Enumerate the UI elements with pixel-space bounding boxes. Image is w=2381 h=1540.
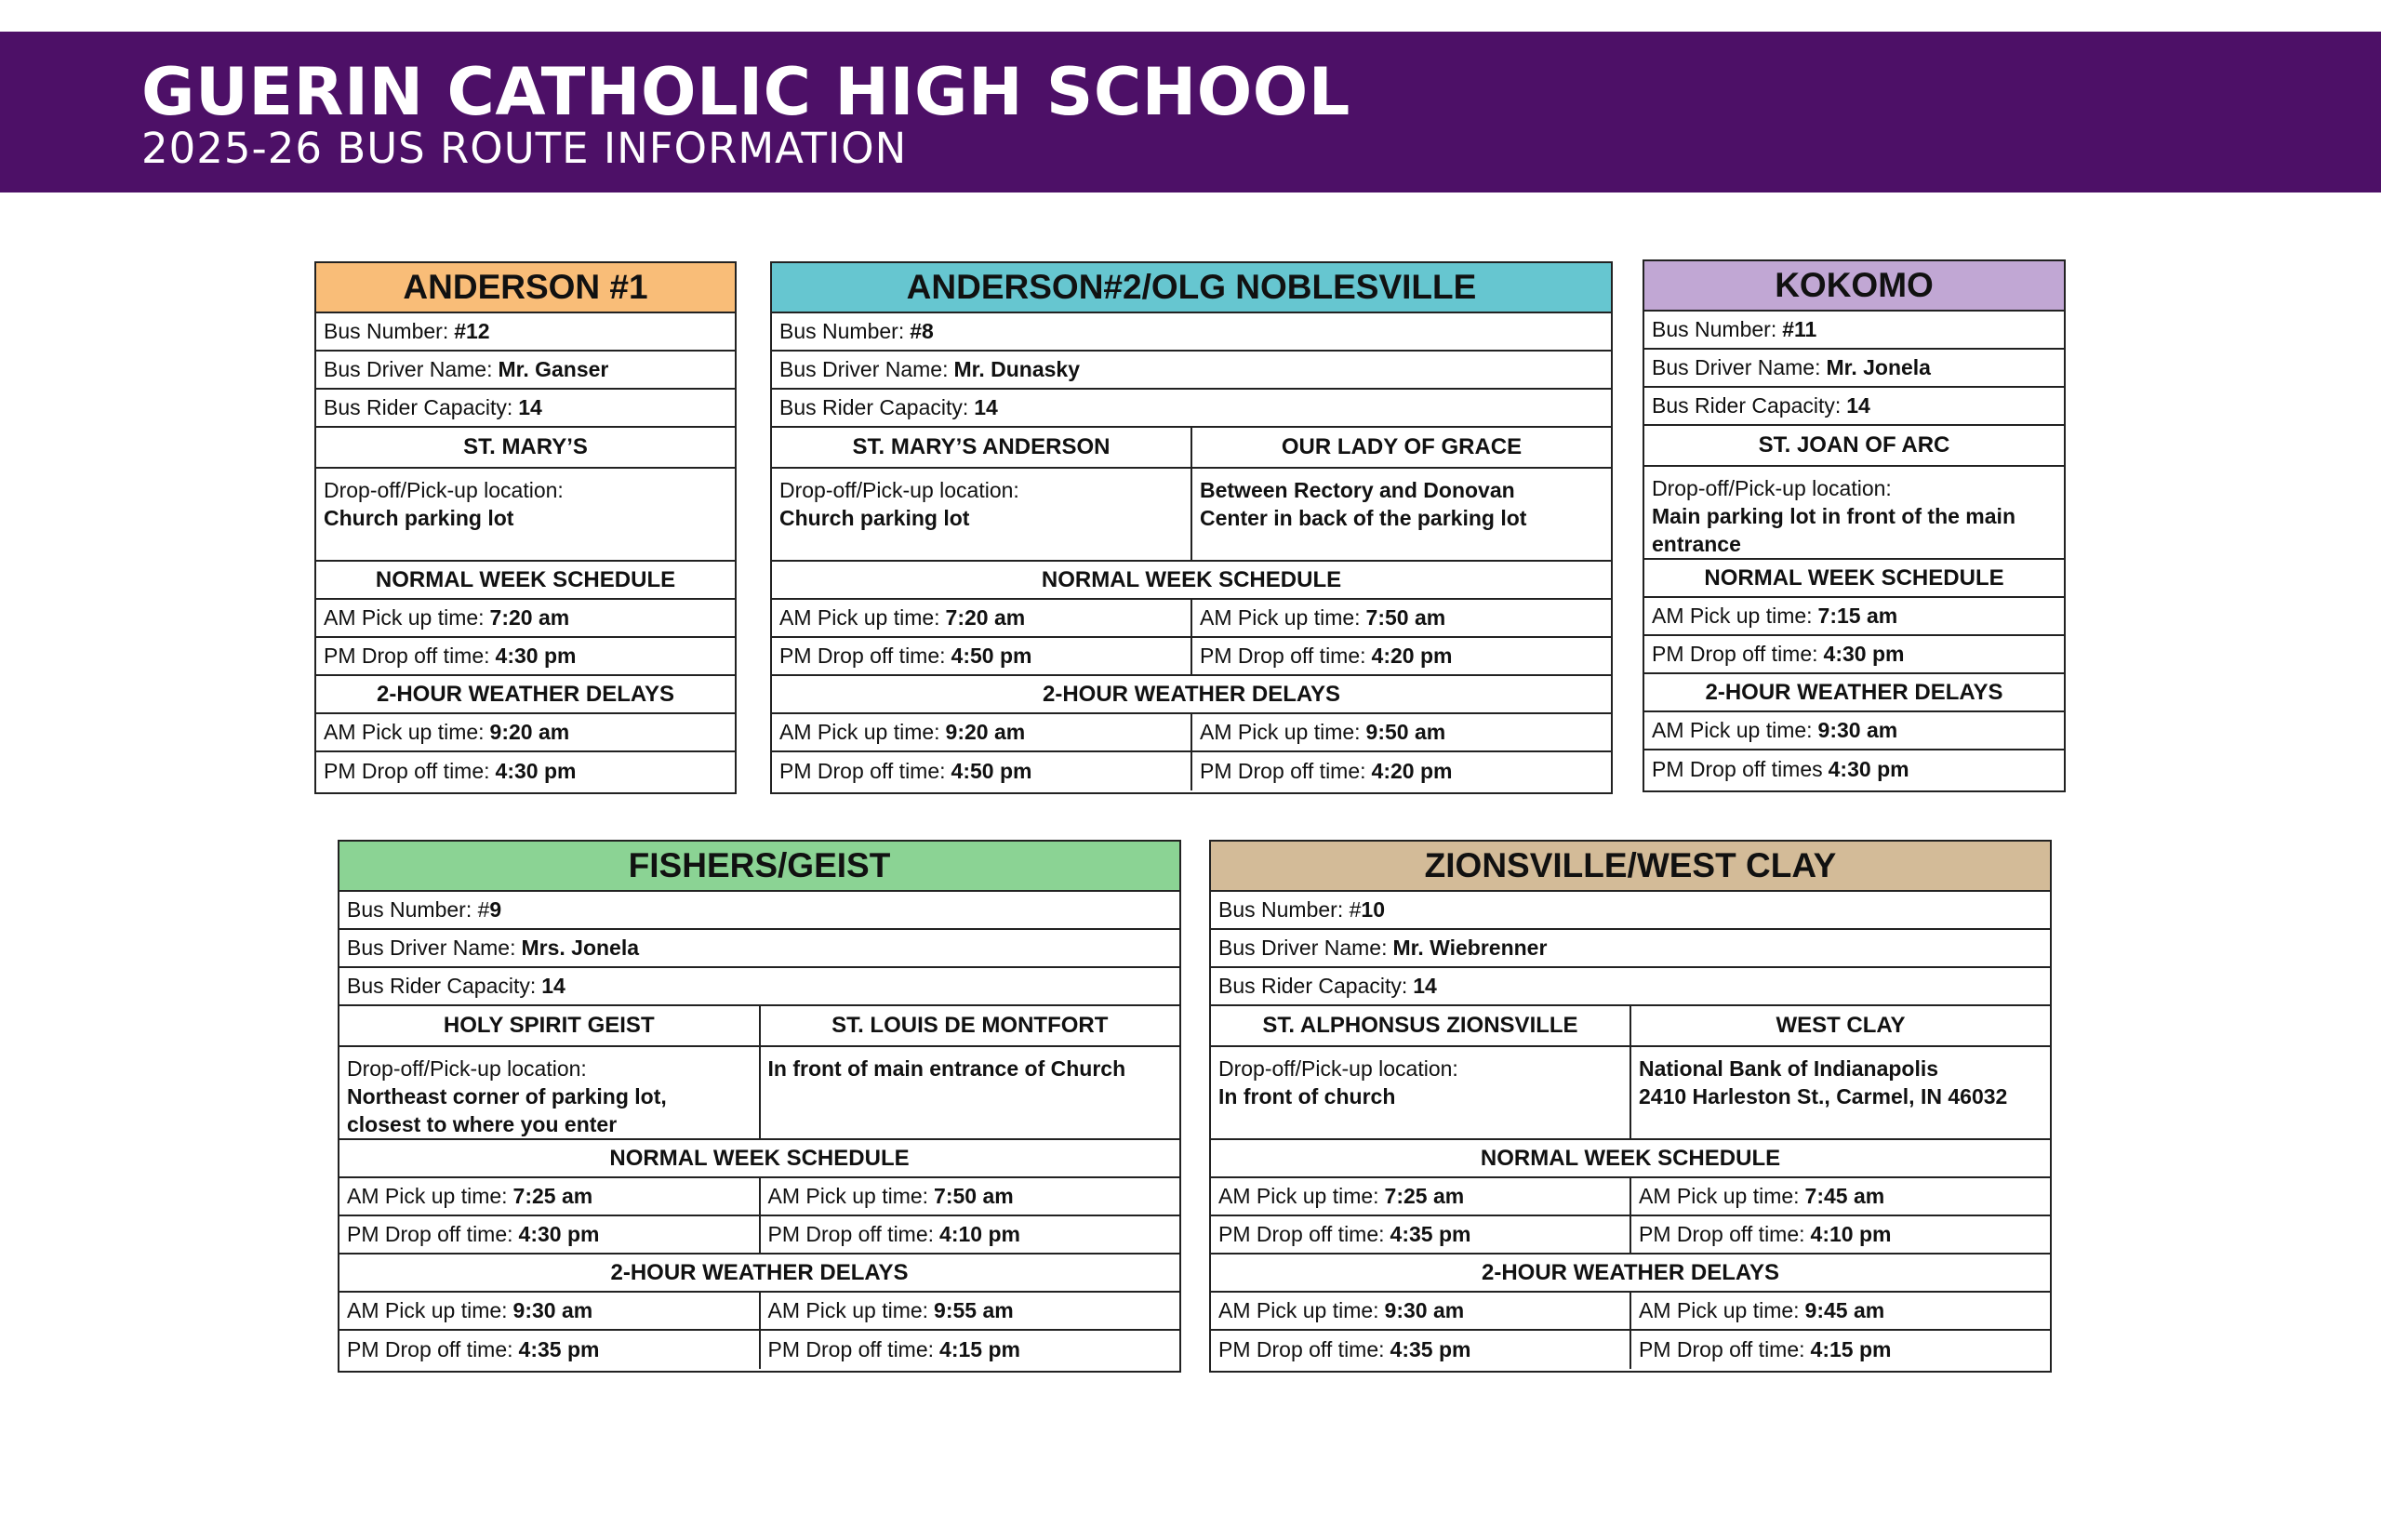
- location-cell: Drop-off/Pick-up location: Northeast corner of parking lot, closest to where you enter: [347, 1056, 667, 1136]
- stop-names-row: [339, 1006, 1179, 1047]
- capacity-row: Bus Rider Capacity: 14: [316, 390, 735, 428]
- normal-am-row: AM Pick up time: 7:20 am AM Pick up time: 7:50 am: [772, 600, 1611, 638]
- location-cell: In front of main entrance of Church: [759, 1047, 1180, 1138]
- delay-schedule-heading: 2-HOUR WEATHER DELAYS: [772, 676, 1611, 714]
- route-card-anderson2: [770, 261, 1613, 794]
- delay-schedule-heading: 2-HOUR WEATHER DELAYS: [1644, 674, 2064, 712]
- delay-am-row: AM Pick up time: 9:20 am: [316, 714, 735, 752]
- stop-name: WEST CLAY: [1629, 1006, 2050, 1045]
- stop-name: HOLY SPIRIT GEIST: [443, 1013, 655, 1038]
- route-card-anderson1: [314, 261, 737, 794]
- delay-pm-row: PM Drop off time: 4:30 pm: [324, 759, 577, 783]
- stop-name: ST. MARY’S: [316, 428, 735, 469]
- delay-schedule-heading: 2-HOUR WEATHER DELAYS: [316, 676, 735, 714]
- location-cell: Drop-off/Pick-up location: Church parking lot: [779, 478, 1019, 530]
- driver-row: Bus Driver Name: Mr. Jonela: [1644, 350, 2064, 388]
- bus-number-row: Bus Number: #12: [316, 313, 735, 352]
- stop-names-row: [772, 428, 1611, 469]
- page-subtitle: 2025-26 BUS ROUTE INFORMATION: [141, 124, 908, 173]
- header-banner: [0, 32, 2381, 192]
- route-card-fishers: [338, 840, 1181, 1373]
- stop-name: ST. ALPHONSUS ZIONSVILLE: [1262, 1013, 1578, 1038]
- normal-schedule-heading: NORMAL WEEK SCHEDULE: [1644, 560, 2064, 598]
- normal-pm-row: PM Drop off time: 4:35 pm PM Drop off time: 4:10 pm: [1211, 1216, 2050, 1255]
- location-cell: Drop-off/Pick-up location: In front of church: [1218, 1056, 1458, 1109]
- stop-names-row: [1211, 1006, 2050, 1047]
- location-cell: Drop-off/Pick-up location: Main parking lot in front of the main entrance: [1644, 467, 2064, 560]
- bus-number-row: Bus Number: #11: [1644, 312, 2064, 350]
- normal-am-row: AM Pick up time: 7:20 am: [316, 600, 735, 638]
- delay-am-row: AM Pick up time: 9:30 am AM Pick up time: 9:45 am: [1211, 1293, 2050, 1331]
- capacity-row: Bus Rider Capacity: 14: [1644, 388, 2064, 426]
- location-cell: Between Rectory and Donovan Center in back of the parking lot: [1190, 469, 1611, 560]
- delay-pm-row: PM Drop off time: 4:35 pm PM Drop off time: 4:15 pm: [1211, 1331, 2050, 1369]
- route-title: FISHERS/GEIST: [339, 842, 1179, 892]
- normal-pm-row: PM Drop off time: 4:30 pm PM Drop off time: 4:10 pm: [339, 1216, 1179, 1255]
- route-title: ZIONSVILLE/WEST CLAY: [1211, 842, 2050, 892]
- stop-name: ST. JOAN OF ARC: [1644, 426, 2064, 467]
- stop-name: OUR LADY OF GRACE: [1190, 428, 1611, 467]
- normal-schedule-heading: NORMAL WEEK SCHEDULE: [772, 562, 1611, 600]
- page-title: GUERIN CATHOLIC HIGH SCHOOL: [141, 54, 1350, 130]
- locations-row: [1211, 1047, 2050, 1140]
- delay-schedule-heading: 2-HOUR WEATHER DELAYS: [339, 1255, 1179, 1293]
- stop-name: ST. MARY’S ANDERSON: [852, 434, 1111, 459]
- driver-row: Bus Driver Name: Mr. Wiebrenner: [1211, 930, 2050, 968]
- locations-row: [339, 1047, 1179, 1140]
- route-card-kokomo: [1643, 259, 2066, 792]
- bus-number-row: Bus Number: # 10: [1211, 892, 2050, 930]
- normal-schedule-heading: NORMAL WEEK SCHEDULE: [1211, 1140, 2050, 1178]
- location-cell: National Bank of Indianapolis 2410 Harleston St., Carmel, IN 46032: [1629, 1047, 2050, 1138]
- normal-pm-row: PM Drop off time: 4:30 pm: [316, 638, 735, 676]
- delay-am-row: AM Pick up time: 9:30 am AM Pick up time: 9:55 am: [339, 1293, 1179, 1331]
- delay-am-row: AM Pick up time: 9:30 am: [1644, 712, 2064, 750]
- normal-schedule-heading: NORMAL WEEK SCHEDULE: [339, 1140, 1179, 1178]
- delay-pm-row: PM Drop off time: 4:35 pm PM Drop off time: 4:15 pm: [339, 1331, 1179, 1369]
- delay-schedule-heading: 2-HOUR WEATHER DELAYS: [1211, 1255, 2050, 1293]
- normal-am-row: AM Pick up time: 7:15 am: [1644, 598, 2064, 636]
- driver-row: Bus Driver Name: Mrs. Jonela: [339, 930, 1179, 968]
- normal-pm-row: PM Drop off time: 4:30 pm: [1644, 636, 2064, 674]
- route-card-zionsville: [1209, 840, 2052, 1373]
- delay-pm-row: PM Drop off time: 4:50 pm PM Drop off time: 4:20 pm: [772, 752, 1611, 790]
- driver-row: Bus Driver Name: Mr. Ganser: [316, 352, 735, 390]
- delay-pm-row: PM Drop off times 4:30 pm: [1652, 757, 1909, 781]
- locations-row: [772, 469, 1611, 562]
- capacity-row: Bus Rider Capacity: 14: [1211, 968, 2050, 1006]
- route-title: ANDERSON #1: [316, 263, 735, 313]
- location-cell: Drop-off/Pick-up location: Church parking lot: [316, 469, 735, 562]
- stop-name: ST. LOUIS DE MONTFORT: [759, 1006, 1180, 1045]
- route-title: KOKOMO: [1644, 261, 2064, 312]
- capacity-row: Bus Rider Capacity: 14: [772, 390, 1611, 428]
- driver-row: Bus Driver Name: Mr. Dunasky: [772, 352, 1611, 390]
- route-title: ANDERSON#2/OLG NOBLESVILLE: [772, 263, 1611, 313]
- normal-pm-row: PM Drop off time: 4:50 pm PM Drop off time: 4:20 pm: [772, 638, 1611, 676]
- bus-number-row: Bus Number: #8: [772, 313, 1611, 352]
- normal-schedule-heading: NORMAL WEEK SCHEDULE: [316, 562, 735, 600]
- delay-am-row: AM Pick up time: 9:20 am AM Pick up time: 9:50 am: [772, 714, 1611, 752]
- bus-number-row: Bus Number: # 9: [339, 892, 1179, 930]
- normal-am-row: AM Pick up time: 7:25 am AM Pick up time: 7:45 am: [1211, 1178, 2050, 1216]
- capacity-row: Bus Rider Capacity: 14: [339, 968, 1179, 1006]
- normal-am-row: AM Pick up time: 7:25 am AM Pick up time: 7:50 am: [339, 1178, 1179, 1216]
